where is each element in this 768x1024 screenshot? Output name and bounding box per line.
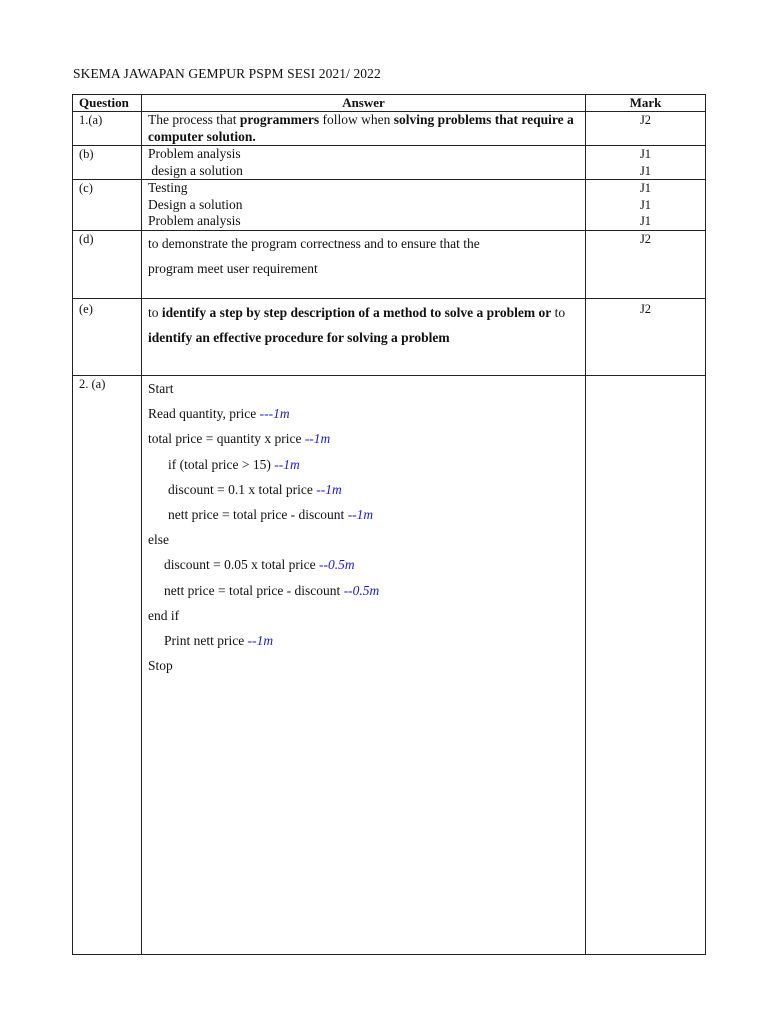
answer-text: to xyxy=(551,305,566,320)
mark-annotation: --1m xyxy=(347,507,374,523)
answer-keyword: identify an effective procedure for solving a problem xyxy=(148,330,450,345)
mark-value: J1 xyxy=(639,181,652,195)
mark-cell xyxy=(586,231,706,299)
algorithm-line: Read quantity, price ---1m xyxy=(148,406,290,422)
algorithm-line: discount = 0.05 x total price --0.5m xyxy=(164,557,355,573)
mark-value: J1 xyxy=(639,147,652,161)
question-number: 2. (a) xyxy=(73,376,142,955)
algorithm-line: Start xyxy=(148,381,174,396)
answer-cell xyxy=(142,376,586,955)
answer-line: design a solution xyxy=(148,162,243,178)
document-title: SKEMA JAWAPAN GEMPUR PSPM SESI 2021/ 2022 xyxy=(73,66,381,81)
mark-value: J1 xyxy=(639,197,652,212)
mark-value: J2 xyxy=(639,232,652,246)
question-number: (e) xyxy=(73,299,142,376)
answer-keyword: programmers xyxy=(239,112,320,127)
algorithm-line: nett price = total price - discount --1m xyxy=(168,507,374,523)
algorithm-line: end if xyxy=(148,607,180,623)
mark-value: J1 xyxy=(639,214,652,228)
mark-cell xyxy=(586,376,706,955)
algorithm-line: discount = 0.1 x total price --1m xyxy=(168,481,342,497)
mark-value: J1 xyxy=(639,163,652,178)
mark-annotation: --0.5m xyxy=(343,582,380,598)
mark-header: Mark xyxy=(586,95,706,112)
question-number: (b) xyxy=(73,146,142,180)
answer-cell xyxy=(142,146,586,180)
answer-cell xyxy=(142,231,586,299)
answer-keyword: solving problems that require a computer solution. xyxy=(148,112,574,144)
answer-cell xyxy=(142,112,586,146)
question-number: (c) xyxy=(73,180,142,231)
answer-cell xyxy=(142,180,586,231)
table-row-1c xyxy=(73,180,706,231)
answer-text: The process that xyxy=(148,112,240,127)
algorithm-line: if (total price > 15) --1m xyxy=(168,456,300,472)
mark-cell xyxy=(586,299,706,376)
mark-annotation: --0.5m xyxy=(318,557,355,573)
answer-cell xyxy=(142,299,586,376)
answer-line: to demonstrate the program correctness and to ensure that the xyxy=(148,236,480,251)
mark-cell xyxy=(586,112,706,146)
algorithm-line: else xyxy=(148,532,169,548)
mark-value: J2 xyxy=(639,302,652,316)
answer-keyword: identify a step by step description of a method to solve a problem or xyxy=(161,305,552,320)
answer-line: Problem analysis xyxy=(148,146,241,161)
table-row-1e xyxy=(73,299,706,376)
table-row-1a xyxy=(73,112,706,146)
mark-annotation: --1m xyxy=(316,481,342,497)
mark-value: J2 xyxy=(639,113,652,127)
question-number: 1.(a) xyxy=(73,112,142,146)
answer-text: follow when xyxy=(319,112,394,127)
answer-scheme-table xyxy=(72,94,706,955)
question-header: Question xyxy=(73,95,142,112)
mark-annotation: --1m xyxy=(247,633,274,649)
mark-cell xyxy=(586,180,706,231)
algorithm-line: nett price = total price - discount --0.5m xyxy=(164,582,380,598)
table-row-1b xyxy=(73,146,706,180)
algorithm-line: total price = quantity x price --1m xyxy=(148,431,331,447)
table-row-2a xyxy=(73,376,706,955)
answer-line: Problem analysis xyxy=(148,213,241,228)
answer-line: Testing xyxy=(148,180,188,195)
table-row-1d xyxy=(73,231,706,299)
algorithm-line: Print nett price --1m xyxy=(164,633,274,649)
answer-text: to xyxy=(148,305,162,320)
header-row xyxy=(73,95,706,112)
mark-annotation: --1m xyxy=(274,456,300,472)
algorithm-line: Stop xyxy=(148,658,173,674)
answer-line: Design a solution xyxy=(148,196,243,212)
mark-annotation: --1m xyxy=(304,431,331,447)
mark-cell xyxy=(586,146,706,180)
mark-annotation: ---1m xyxy=(259,406,290,422)
answer-header: Answer xyxy=(142,95,586,112)
answer-line: program meet user requirement xyxy=(148,261,318,276)
question-number: (d) xyxy=(73,231,142,299)
